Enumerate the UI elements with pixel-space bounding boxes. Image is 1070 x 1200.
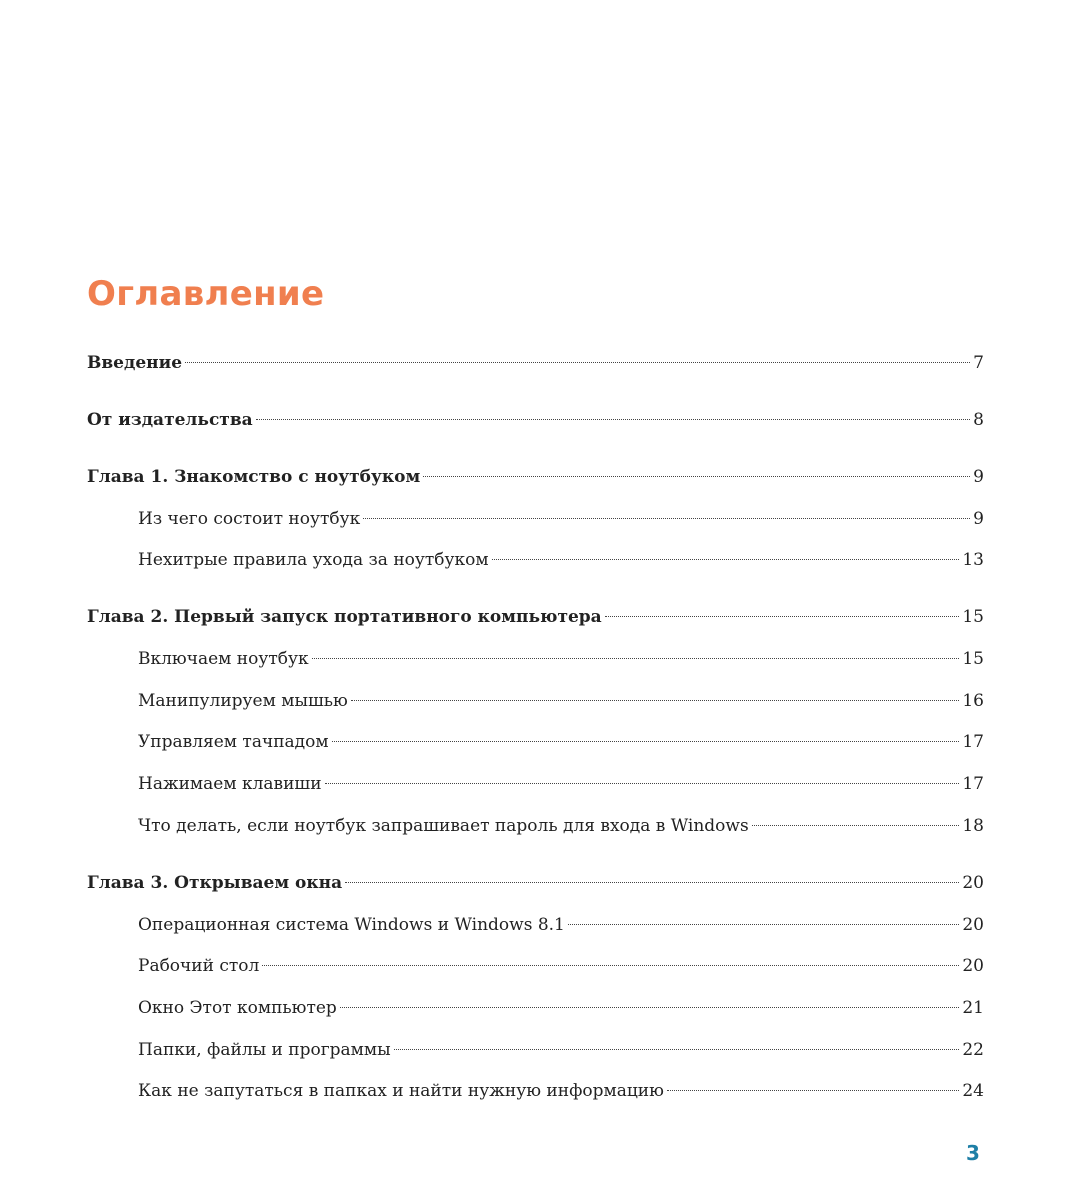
toc-entry-label: Нехитрые правила ухода за ноутбуком [138,550,489,570]
toc-entry-page: 17 [962,774,984,794]
toc-section-entry [138,727,984,757]
toc-dot-leader [667,1090,959,1091]
toc-section-entry [138,1035,984,1065]
toc-dot-leader [256,419,971,420]
toc-dot-leader [185,362,970,363]
toc-entry-label: Манипулируем мышью [138,691,348,711]
toc-dot-leader [345,882,959,883]
toc-entry-label: Введение [87,353,183,373]
toc-section-entry [138,993,984,1023]
page-number: 3 [966,1141,980,1165]
toc-entry-page: 15 [962,649,984,669]
toc-entry-label: Что делать, если ноутбук запрашивает пароль для входа в Windows [138,816,749,836]
toc-dot-leader [423,476,970,477]
toc-dot-leader [340,1007,960,1008]
toc-entry-label: Глава 1. Знакомство с ноутбуком [87,467,421,487]
page-title: Оглавление [87,274,325,314]
toc-entry-label: Рабочий стол [138,956,260,976]
toc-dot-leader [363,518,970,519]
toc-entry-label: Как не запутаться в папках и найти нужную информацию [138,1081,664,1101]
toc-entry-page: 18 [962,816,984,836]
toc-entry-page: 22 [962,1040,984,1060]
toc-entry-label: Операционная система Windows и Windows 8.1 [138,915,565,935]
toc-entry-label: Глава 2. Первый запуск портативного компьютера [87,607,602,627]
toc-entry-page: 24 [962,1081,984,1101]
toc-section-entry [138,811,984,841]
toc-entry-page: 20 [962,915,984,935]
toc-entry-label: Глава 3. Открываем окна [87,873,343,893]
toc-dot-leader [332,741,960,742]
toc-entry-label: Папки, файлы и программы [138,1040,391,1060]
toc-chapter-entry [87,868,984,898]
toc-entry-page: 9 [973,467,984,487]
toc-entry-label: Управляем тачпадом [138,732,329,752]
toc-dot-leader [262,965,959,966]
toc-section-entry [138,644,984,674]
toc-dot-leader [312,658,960,659]
toc-entry-page: 15 [962,607,984,627]
toc-chapter-entry [87,348,984,378]
toc-entry-label: От издательства [87,410,253,430]
toc-section-entry [138,1076,984,1106]
toc-dot-leader [752,825,960,826]
toc-section-entry [138,686,984,716]
toc-entry-page: 20 [962,956,984,976]
toc-section-entry [138,951,984,981]
toc-dot-leader [351,700,960,701]
toc-entry-label: Включаем ноутбук [138,649,309,669]
toc-chapter-entry [87,405,984,435]
toc-entry-page: 20 [962,873,984,893]
toc-entry-page: 8 [973,410,984,430]
toc-dot-leader [605,616,960,617]
toc-entry-label: Нажимаем клавиши [138,774,322,794]
toc-entry-page: 7 [973,353,984,373]
toc-dot-leader [568,924,960,925]
toc-dot-leader [492,559,960,560]
toc-section-entry [138,504,984,534]
toc-dot-leader [394,1049,960,1050]
toc-entry-page: 9 [973,509,984,529]
toc-section-entry [138,910,984,940]
toc-chapter-entry [87,602,984,632]
toc-entry-page: 21 [962,998,984,1018]
toc-section-entry [138,769,984,799]
toc-entry-page: 13 [962,550,984,570]
toc-section-entry [138,545,984,575]
toc-chapter-entry [87,462,984,492]
toc-entry-page: 16 [962,691,984,711]
toc-dot-leader [325,783,960,784]
toc-entry-label: Окно Этот компьютер [138,998,337,1018]
toc-entry-page: 17 [962,732,984,752]
toc-entry-label: Из чего состоит ноутбук [138,509,361,529]
